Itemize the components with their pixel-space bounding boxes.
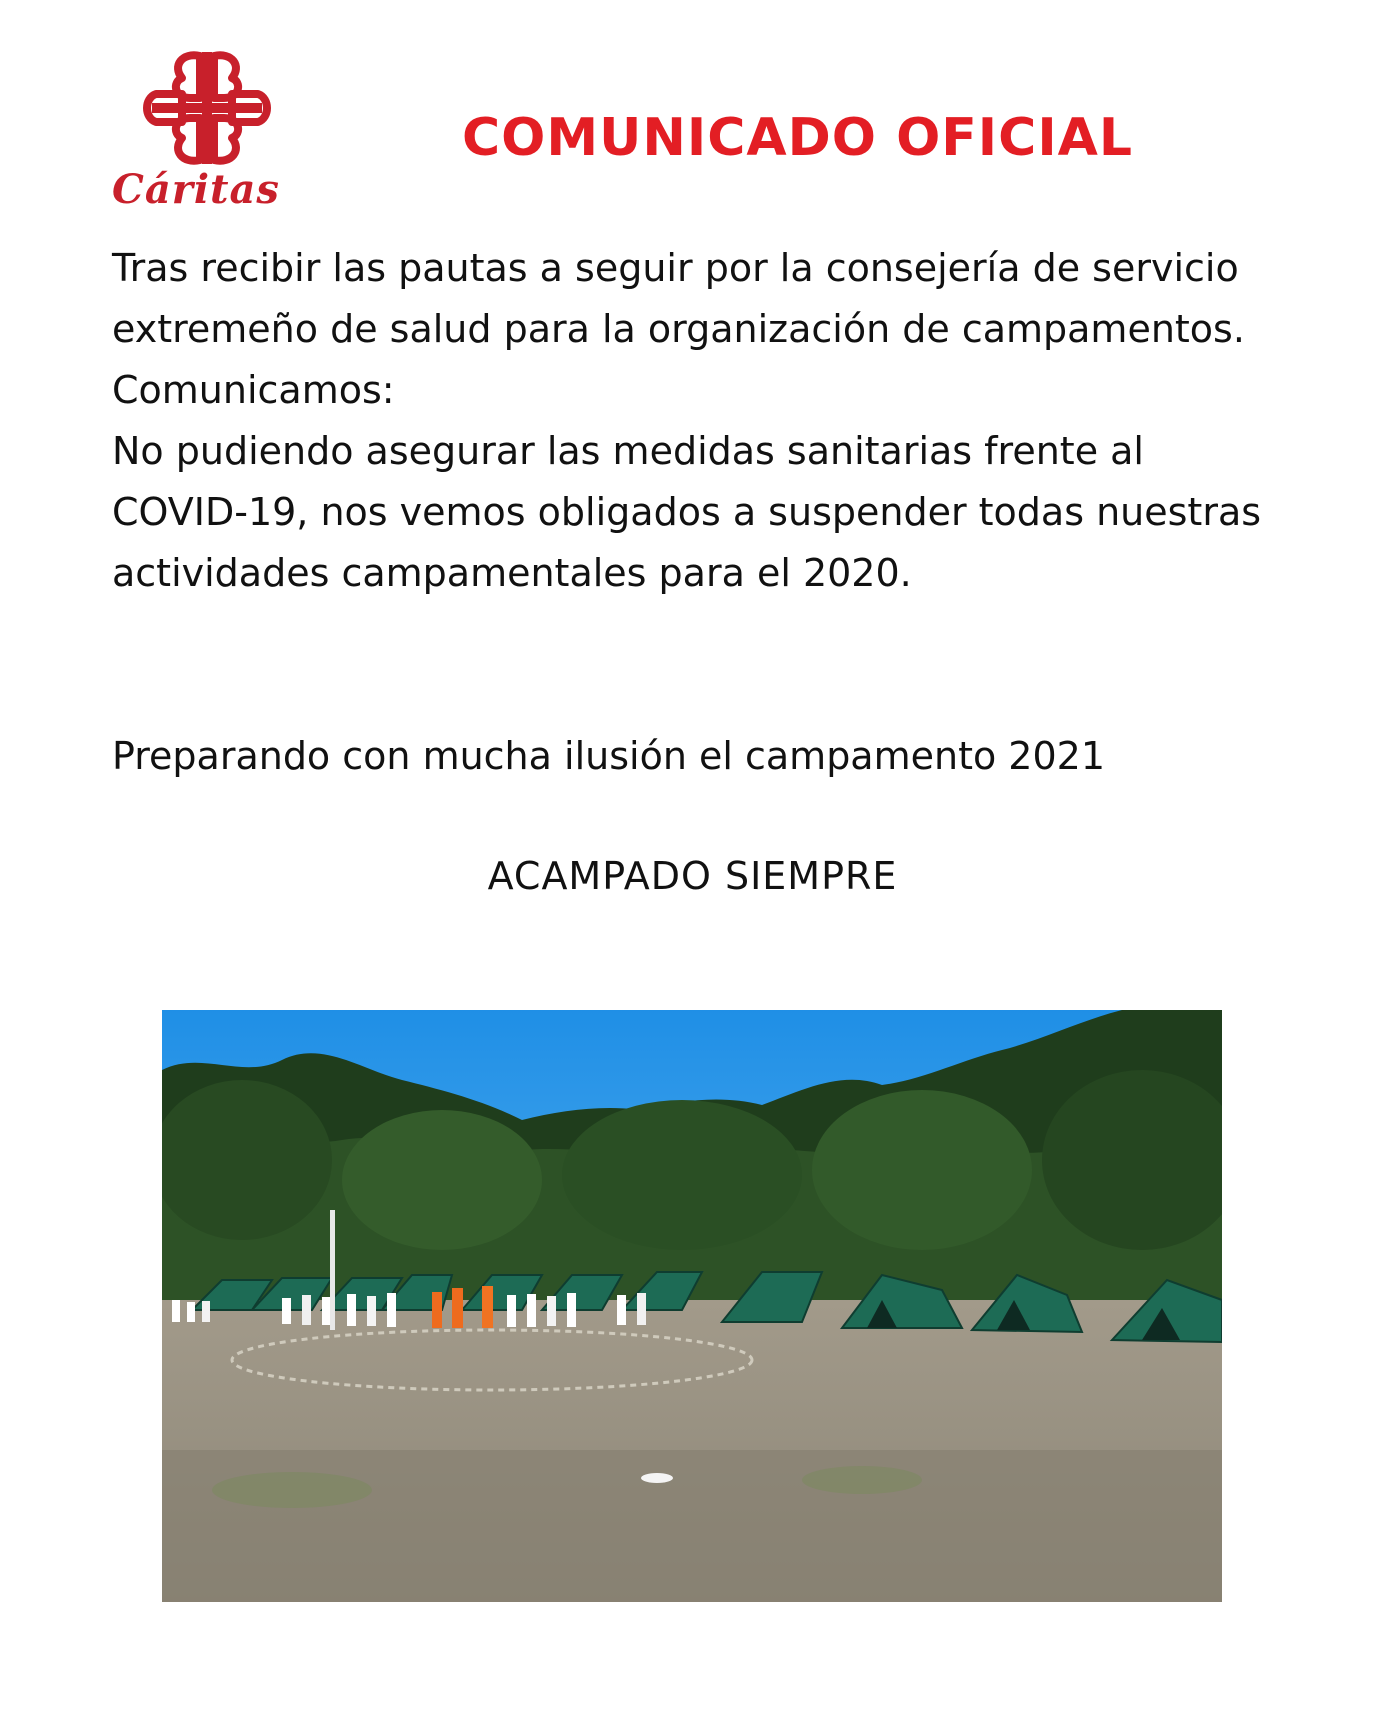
caritas-logo [112, 44, 302, 214]
logo-wordmark: Cáritas [112, 166, 280, 213]
closing-line: Preparando con mucha ilusión el campamento 2021 [112, 734, 1106, 778]
page-title: COMUNICADO OFICIAL [462, 108, 1134, 168]
paragraph-intro: Tras recibir las pautas a seguir por la consejería de servicio extremeño de salud para la organización de campamentos. [112, 246, 1245, 351]
caritas-cross-icon [142, 48, 272, 168]
motto: ACAMPADO SIEMPRE [487, 854, 898, 898]
campsite-illustration [162, 1010, 1222, 1602]
campsite-photo [162, 1010, 1222, 1602]
announcement-body [112, 238, 1292, 604]
paragraph-comunicamos: Comunicamos: [112, 368, 395, 412]
paragraph-suspension: No pudiendo asegurar las medidas sanitarias frente al COVID-19, nos vemos obligados a suspender todas nuestras actividades campamentales para el 2020. [112, 429, 1262, 595]
